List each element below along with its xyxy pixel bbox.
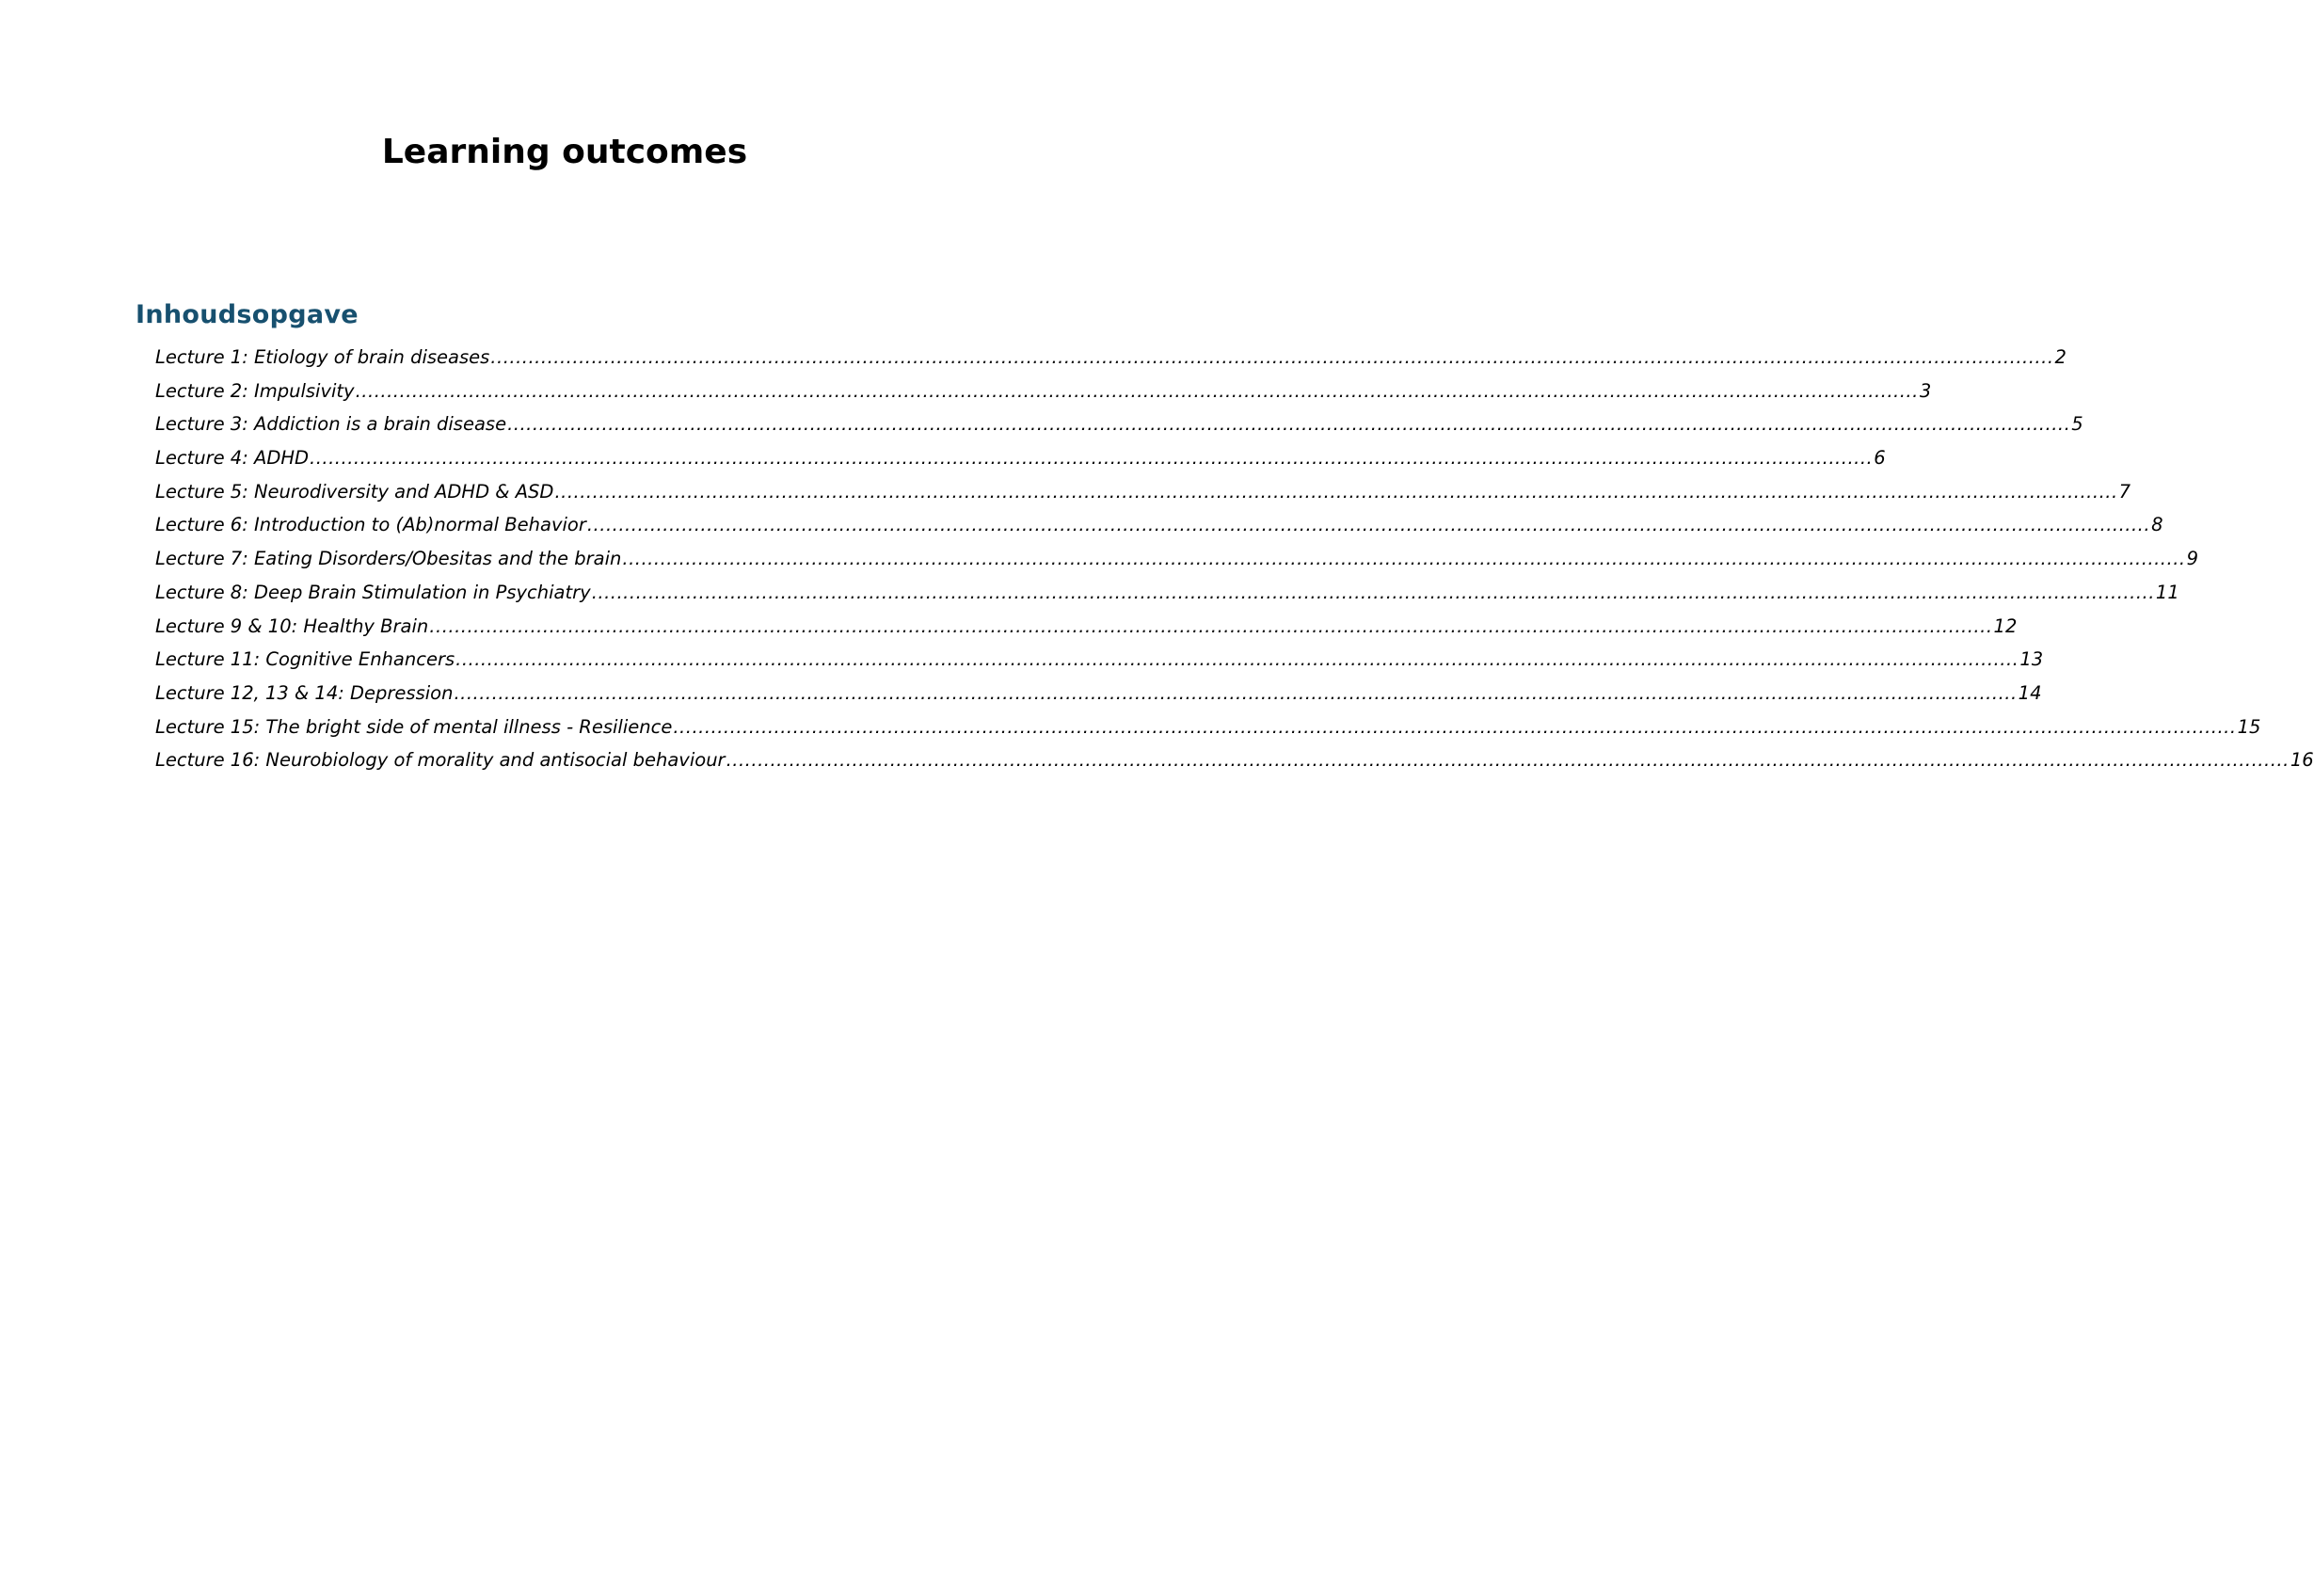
toc-dot-leader: ........................................................................................................................................................................................................................................................	[591, 581, 2155, 603]
toc-entry-title: Lecture 7: Eating Disorders/Obesitas and the brain	[155, 548, 622, 570]
toc-dot-leader: ........................................................................................................................................................................................................................................................	[490, 346, 2054, 368]
toc-dot-leader: ........................................................................................................................................................................................................................................................	[507, 413, 2071, 436]
toc-entry-lecture-7[interactable]	[155, 545, 2199, 579]
toc-entry-title: Lecture 11: Cognitive Enhancers	[155, 648, 455, 671]
toc-entry-page-number: 8	[2151, 514, 2163, 536]
toc-heading: Inhoudsopgave	[136, 300, 359, 329]
toc-entry-page-number: 11	[2155, 581, 2179, 603]
toc-entry-title: Lecture 6: Introduction to (Ab)normal Behavior	[155, 514, 586, 536]
toc-entry-page-number: 13	[2019, 648, 2044, 671]
toc-entry-lecture-9-10[interactable]	[155, 613, 2018, 646]
toc-entry-lecture-11[interactable]	[155, 646, 2044, 679]
toc-entry-title: Lecture 5: Neurodiversity and ADHD & ASD	[155, 480, 554, 503]
toc-entry-page-number: 7	[2118, 480, 2131, 503]
toc-entry-lecture-5[interactable]	[155, 478, 2131, 512]
toc-entry-lecture-15[interactable]	[155, 713, 2261, 747]
toc-entry-page-number: 9	[2186, 548, 2199, 570]
toc-entry-lecture-6[interactable]	[155, 511, 2163, 545]
toc-dot-leader: ........................................................................................................................................................................................................................................................	[726, 749, 2290, 772]
toc-entry-title: Lecture 12, 13 & 14: Depression	[155, 681, 454, 704]
toc-entry-title: Lecture 4: ADHD	[155, 447, 310, 470]
toc-entry-title: Lecture 16: Neurobiology of morality and antisocial behaviour	[155, 749, 726, 772]
toc-entry-lecture-2[interactable]	[155, 377, 1932, 411]
toc-dot-leader: ........................................................................................................................................................................................................................................................	[622, 548, 2186, 570]
toc-entry-title: Lecture 1: Etiology of brain diseases	[155, 346, 490, 368]
toc-entry-page-number: 14	[2018, 681, 2042, 704]
toc-entry-title: Lecture 2: Impulsivity	[155, 379, 355, 402]
toc-entry-page-number: 2	[2054, 346, 2067, 368]
table-of-contents	[155, 343, 2314, 780]
toc-entry-page-number: 3	[1919, 379, 1932, 402]
toc-entry-page-number: 15	[2237, 715, 2261, 738]
toc-dot-leader: ........................................................................................................................................................................................................................................................	[429, 614, 1993, 637]
toc-entry-lecture-3[interactable]	[155, 410, 2083, 444]
toc-entry-title: Lecture 3: Addiction is a brain disease	[155, 413, 507, 436]
toc-dot-leader: ........................................................................................................................................................................................................................................................	[673, 715, 2237, 738]
toc-dot-leader: ........................................................................................................................................................................................................................................................	[554, 480, 2118, 503]
toc-dot-leader: ........................................................................................................................................................................................................................................................	[355, 379, 1919, 402]
toc-dot-leader: ........................................................................................................................................................................................................................................................	[455, 648, 2019, 671]
toc-dot-leader: ........................................................................................................................................................................................................................................................	[454, 681, 2018, 704]
toc-entry-lecture-16[interactable]	[155, 746, 2314, 780]
toc-entry-page-number: 12	[1993, 614, 2018, 637]
toc-entry-lecture-4[interactable]	[155, 444, 1886, 478]
toc-dot-leader: ........................................................................................................................................................................................................................................................	[586, 514, 2151, 536]
toc-entry-page-number: 5	[2071, 413, 2083, 436]
toc-entry-page-number: 6	[1874, 447, 1886, 470]
toc-entry-lecture-1[interactable]	[155, 343, 2067, 377]
toc-dot-leader: ........................................................................................................................................................................................................................................................	[310, 447, 1874, 470]
toc-entry-lecture-12-13-14[interactable]	[155, 679, 2042, 713]
toc-entry-page-number: 16	[2290, 749, 2314, 772]
toc-entry-title: Lecture 9 & 10: Healthy Brain	[155, 614, 429, 637]
toc-entry-lecture-8[interactable]	[155, 579, 2179, 613]
document-title: Learning outcomes	[381, 133, 748, 171]
toc-entry-title: Lecture 15: The bright side of mental illness - Resilience	[155, 715, 673, 738]
toc-entry-title: Lecture 8: Deep Brain Stimulation in Psychiatry	[155, 581, 591, 603]
